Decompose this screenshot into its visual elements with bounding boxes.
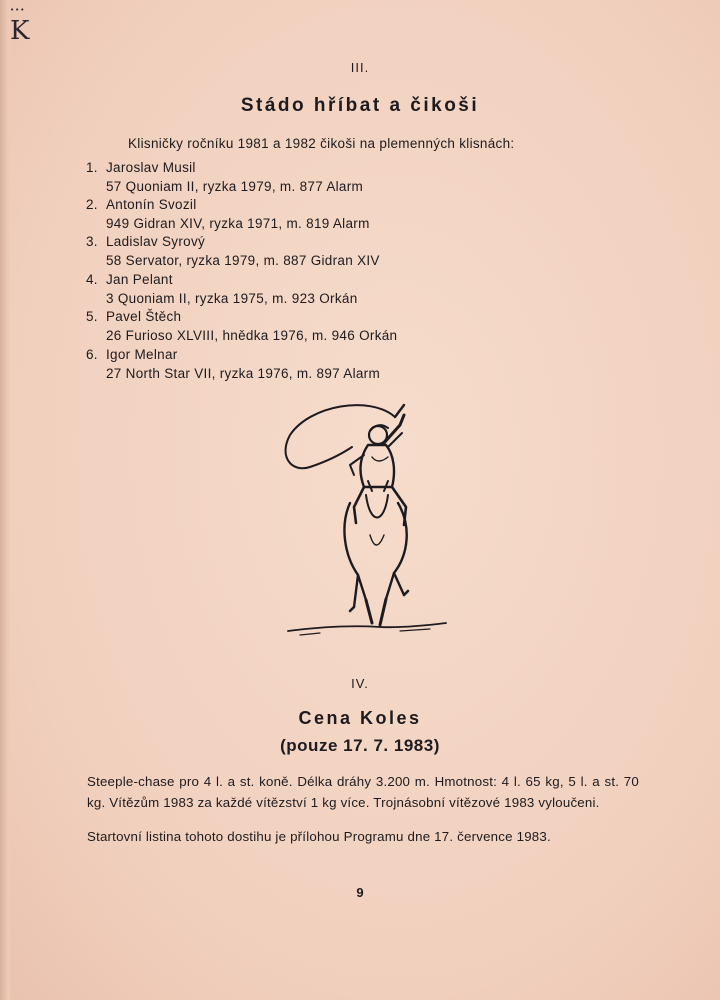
entry-detail: 949 Gidran XIV, ryzka 1971, m. 819 Alarm <box>106 215 370 231</box>
section-title-3: Stádo hříbat a čikoši <box>240 95 480 116</box>
logo-dots: ••• <box>10 6 26 14</box>
watermark-logo <box>6 6 36 52</box>
horseman-illustration <box>280 395 450 640</box>
page-number: 9 <box>356 885 364 900</box>
section-intro: Klisničky ročníku 1981 a 1982 čikoši na plemenných klisnách: <box>128 136 515 151</box>
race-note: Startovní listina tohoto dostihu je přílohou Programu dne 17. července 1983. <box>87 829 551 844</box>
race-description: Steeple-chase pro 4 l. a st. koně. Délka dráhy 3.200 m. Hmotnost: 4 l. 65 kg, 5 l. a st. 70 kg. Vítězům 1983 za každé vítězství 1 kg více. Trojnásobní vítězové 1983 vyloučeni. <box>87 774 639 810</box>
list-item <box>86 159 363 196</box>
list-item <box>86 308 397 345</box>
entry-number: 3. <box>86 234 98 249</box>
section-number-4: IV. <box>351 676 369 691</box>
section-subtitle: (pouze 17. 7. 1983) <box>280 736 440 755</box>
entry-name: Ladislav Syrový <box>106 234 206 249</box>
entry-detail: 57 Quoniam II, ryzka 1979, m. 877 Alarm <box>106 178 364 194</box>
list-item <box>86 233 380 270</box>
entry-name: Antonín Svozil <box>106 197 197 212</box>
entry-detail: 3 Quoniam II, ryzka 1975, m. 923 Orkán <box>106 290 358 306</box>
list-item <box>86 346 380 383</box>
logo-letter: K <box>10 16 30 46</box>
entry-number: 6. <box>86 347 98 362</box>
entry-number: 2. <box>86 197 98 212</box>
section-number-3: III. <box>350 60 370 75</box>
entry-name: Jan Pelant <box>106 272 173 287</box>
entry-name: Pavel Štěch <box>106 309 182 324</box>
list-item <box>86 271 358 308</box>
entry-detail: 26 Furioso XLVIII, hnědka 1976, m. 946 Orkán <box>106 327 398 343</box>
entry-name: Igor Melnar <box>106 347 178 362</box>
entry-name: Jaroslav Musil <box>106 160 196 175</box>
binding-edge <box>0 0 10 1000</box>
section-title-4: Cena Koles <box>298 708 422 728</box>
entry-detail: 27 North Star VII, ryzka 1976, m. 897 Alarm <box>106 365 381 381</box>
entry-number: 5. <box>86 309 98 324</box>
entry-number: 4. <box>86 272 98 287</box>
entry-detail: 58 Servator, ryzka 1979, m. 887 Gidran XIV <box>106 252 380 268</box>
list-item <box>86 196 370 233</box>
entry-number: 1. <box>86 160 98 175</box>
